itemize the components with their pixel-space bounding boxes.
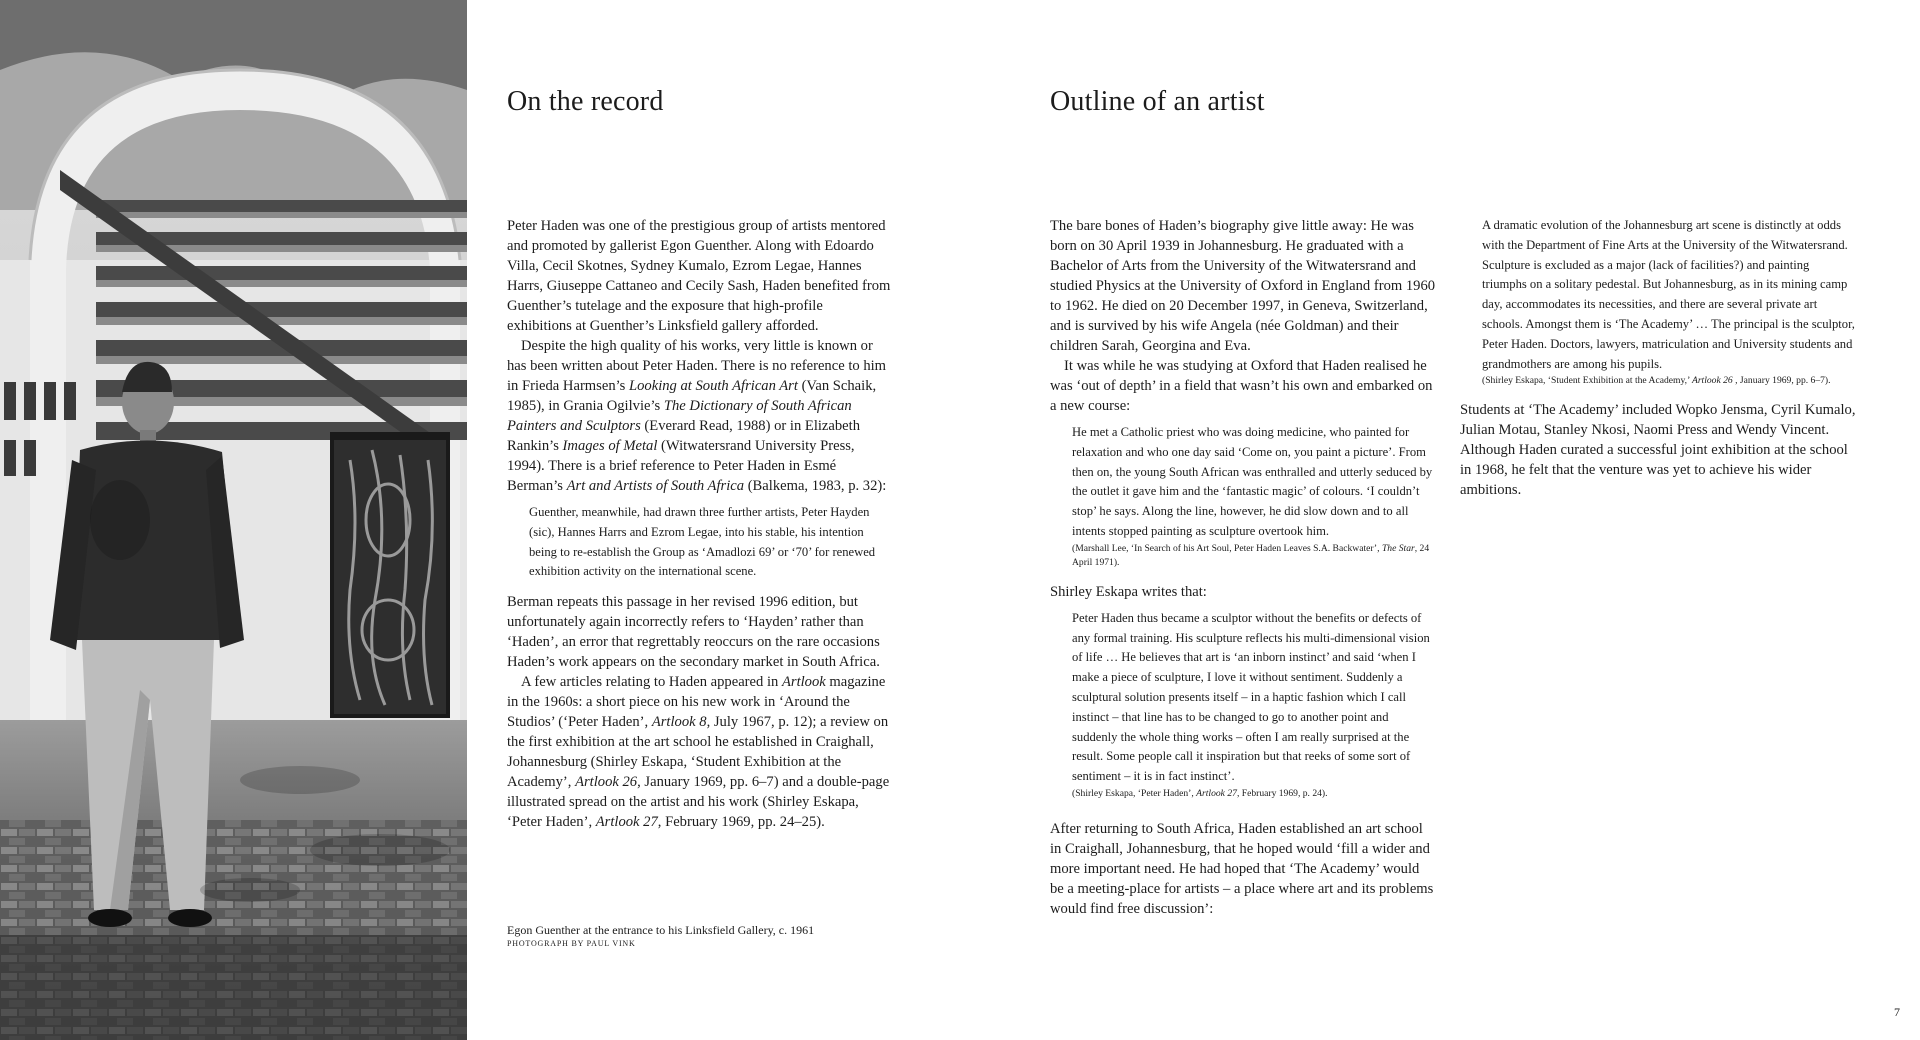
caption-text: Egon Guenther at the entrance to his Linksfield Gallery, c. 1961 — [507, 923, 815, 937]
paragraph-intro: Peter Haden was one of the prestigious group of artists mentored and promoted by gallerist Egon Guenther. Along with Edoardo Villa, Cecil Skotnes, Sydney Kumalo, Ezrom Legae, Hannes Harrs, Giuseppe Cattaneo and Cecily Sash, Haden benefited from Guenther’s tutelage and the exposure that high-profile exhibitions at Guenther’s Linksfield gallery afforded. — [507, 218, 891, 334]
column-on-the-record — [507, 216, 891, 832]
citation-academy-review: (Shirley Eskapa, ‘Student Exhibition at the Academy,’ Artlook 26 , January 1969, pp. 6–7). — [1482, 375, 1831, 387]
citation-marshall-lee: (Marshall Lee, ‘In Search of his Art Soul, Peter Haden Leaves S.A. Backwater’, The Star, 24 April 1971). — [1072, 542, 1430, 568]
page-number: 7 — [1894, 1005, 1900, 1019]
paragraph-academy: After returning to South Africa, Haden established an art school in Craighall, Johannesburg, that he hoped would ‘fill a wider and more important need. He had hoped that ‘The Academy’ would be a meeting-place for artists – a place where art and its problems would find free discussion’: — [1050, 820, 1434, 917]
quote-eskapa: Peter Haden thus became a sculptor without the benefits or defects of any formal training. His sculpture reflects his multi-dimensional vision of life … He believes that art is ‘an inborn instinct’ and said ‘when I make a piece of sculpture, I love it without sentiment. Suddenly a sculptural solution presents itself – in a haptic fashion which I call instinct – that line has to be changed to go to another point and suddenly the whole thing works – often I am really surprised at the result. Some people call it inspiration but that reeks of some sort of sentiment – it is in fact instinct’. (Shirley Eskapa, ‘Peter Haden’, Artlook 27, February 1969, p. 24). — [1072, 609, 1436, 801]
paragraph-references: Despite the high quality of his works, very little is known or has been written about Peter Haden. There is no reference to him in Frieda Harmsen’s Looking at South African Art (Van Schaik, 1985), in Grania Ogilvie’s The Dictionary of South African Painters and Sculptors (Everard Read, 1988) or in Elizabeth Rankin’s Images of Metal (Witwatersrand University Press, 1994). There is a brief reference to Peter Haden in Esmé Berman’s Art and Artists of South Africa (Balkema, 1983, p. 32): — [507, 338, 887, 494]
paragraph-artlook: A few articles relating to Haden appeared in Artlook magazine in the 1960s: a short piece on his new work in ‘Around the Studios’ (‘Peter Haden’, Artlook 8, July 1967, p. 12); a review on the first exhibition at the art school he established in Craighall, Johannesburg (Shirley Eskapa, ‘Student Exhibition at the Academy’, Artlook 26, January 1969, pp. 6–7) and a double-page illustrated spread on the artist and his work (Shirley Eskapa, ‘Peter Haden’, Artlook 27, February 1969, pp. 24–25). — [507, 674, 890, 831]
photo-illustration — [0, 0, 467, 1040]
column-outline-of-an-artist — [1050, 216, 1436, 919]
citation-eskapa: (Shirley Eskapa, ‘Peter Haden’, Artlook 27, February 1969, p. 24). — [1072, 787, 1328, 799]
paragraph-students: Students at ‘The Academy’ included Wopko Jensma, Cyril Kumalo, Julian Motau, Stanley Nkosi, Naomi Press and Wendy Vincent. Although Haden curated a successful joint exhibition at the school in 1968, he felt that the venture was yet to achieve his wider ambitions. — [1460, 402, 1856, 499]
paragraph-eskapa-writes: Shirley Eskapa writes that: — [1050, 583, 1207, 600]
photo-caption — [507, 922, 867, 950]
quote-academy-review: A dramatic evolution of the Johannesburg art scene is distinctly at odds with the Department of Fine Arts at the University of the Witwatersrand. Sculpture is excluded as a major (lack of facilities?) and painting triumphs on a solitary pedestal. But Johannesburg, as in its mining camp day, accommodates its necessities, and there are several private art schools. Amongst them is ‘The Academy’ … The principal is the sculptor, Peter Haden. Doctors, lawyers, matriculation and University students and grandmothers are among his pupils. (Shirley Eskapa, ‘Student Exhibition at the Academy,’ Artlook 26 , January 1969, pp. 6–7). — [1482, 218, 1855, 387]
paragraph-biography: The bare bones of Haden’s biography give little away: He was born on 30 April 1939 in Johannesburg. He graduated with a Bachelor of Arts from the University of the Witwatersrand and studied Physics at the University of Oxford in England from 1960 to 1962. He died on 20 December 1997, in Geneva, Switzerland, and is survived by his wife Angela (née Goldman) and their children Sarah, Georgina and Eva. — [1050, 218, 1436, 354]
paragraph-berman-repeat: Berman repeats this passage in her revised 1996 edition, but unfortunately again incorrectly refers to ‘Hayden’ rather than ‘Haden’, an error that regrettably reoccurs on the rare occasions Haden’s work appears on the secondary market in South Africa. — [507, 594, 880, 671]
heading-on-the-record: On the record — [507, 86, 664, 117]
heading-outline-of-an-artist: Outline of an artist — [1050, 86, 1265, 117]
quote-berman: Guenther, meanwhile, had drawn three further artists, Peter Hayden (sic), Hannes Harrs and Ezrom Legae, into his stable, his intention being to re-establish the Group as ‘Amadlozi 69’ or ‘70’ for renewed exhibition activity on the international scene. — [529, 505, 876, 579]
photo-credit: PHOTOGRAPH BY PAUL VINK — [507, 939, 636, 948]
photo-egon-guenther — [0, 0, 467, 1040]
column-right — [1460, 216, 1856, 500]
paragraph-oxford: It was while he was studying at Oxford that Haden realised he was ‘out of depth’ in a field that wasn’t his own and embarked on a new course: — [1050, 358, 1433, 414]
quote-marshall-lee: He met a Catholic priest who was doing medicine, who painted for relaxation and who one day said ‘Come on, you paint a picture’. From then on, the young South African was enthralled and utterly seduced by the outlet it gave him and the ‘fantastic magic’ of colours. ‘I couldn’t stop’ he says. Along the line, however, he did slow down and to all intents stopped painting as sculpture overtook him. (Marshall Lee, ‘In Search of his Art Soul, Peter Haden Leaves S.A. Backwater’, The Star, 24 April 1971). — [1072, 423, 1436, 570]
